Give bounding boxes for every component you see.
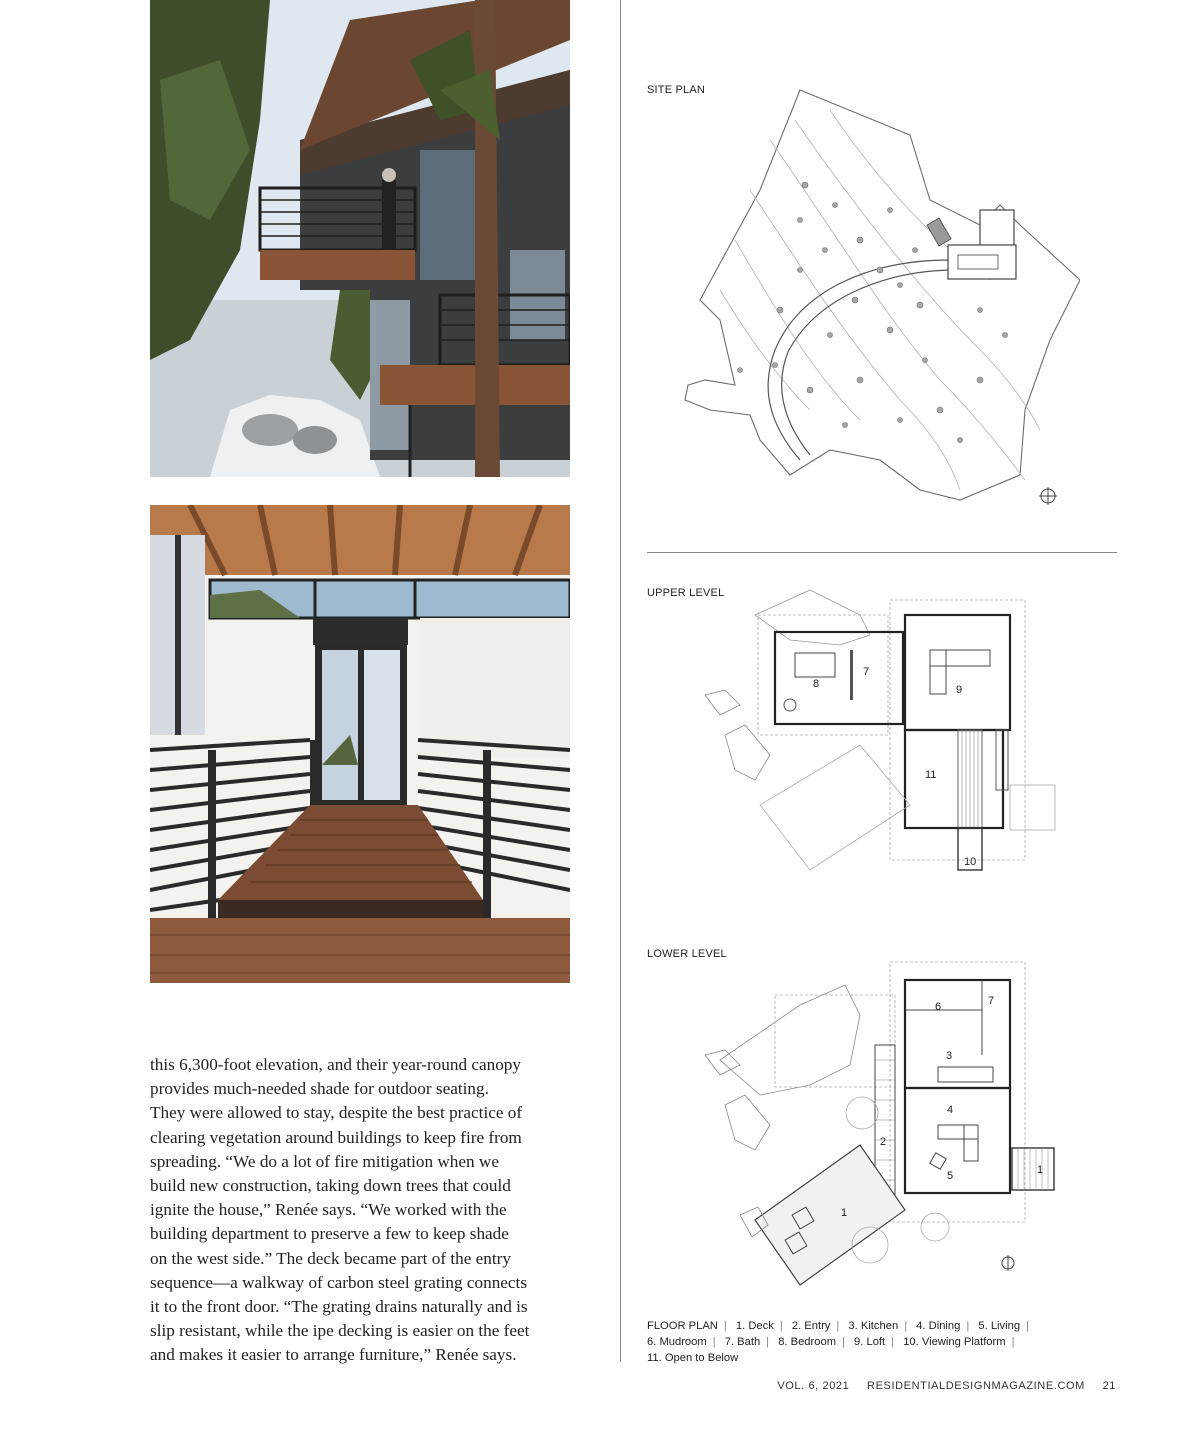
article-body <box>150 1053 575 1368</box>
body-line: provides much-needed shade for outdoor seating. <box>150 1079 489 1099</box>
body-line: this 6,300-foot elevation, and their year-round canopy <box>150 1055 521 1074</box>
upper-level-plan <box>700 585 1070 885</box>
body-line: spreading. “We do a lot of fire mitigation when we <box>150 1151 499 1171</box>
room-number: 4 <box>947 1104 954 1116</box>
legend-item: 1. Deck <box>735 1320 774 1332</box>
exterior-house-photo <box>150 0 570 477</box>
body-line: on the west side.” The deck became part of the entry <box>150 1248 511 1268</box>
room-number: 11 <box>925 769 937 781</box>
room-number: 7 <box>863 666 870 678</box>
body-line: ignite the house,” Renée says. “We worked with the <box>150 1200 507 1220</box>
room-number: 5 <box>947 1170 954 1182</box>
floor-plan-legend: FLOOR PLAN | 1. Deck | 2. Entry | 3. Kitchen | 4. Dining | 5. Living | 6. Mudroom | 7. Bath | 8. Bedroom | 9. Loft | 10. Viewing Platform | 11. Open to Below <box>647 1320 1029 1364</box>
room-number: 7 <box>988 995 995 1007</box>
page-number: 21 <box>1102 1380 1116 1392</box>
section-divider <box>647 552 1117 553</box>
room-number: 6 <box>935 1001 942 1013</box>
legend-item: 9. Loft <box>854 1336 886 1348</box>
legend-item: 4. Dining <box>916 1320 961 1332</box>
body-line: sequence—a walkway of carbon steel grating connects <box>150 1272 528 1292</box>
room-number: 10 <box>964 856 977 868</box>
body-line: slip resistant, while the ipe decking is easier on the feet <box>150 1321 530 1341</box>
legend-item: 6. Mudroom <box>647 1336 707 1348</box>
site-plan-drawing <box>680 80 1080 530</box>
legend-item: 7. Bath <box>724 1336 761 1348</box>
footer-website: RESIDENTIALDESIGNMAGAZINE.COM <box>867 1380 1085 1392</box>
lower-level-plan <box>700 945 1070 1290</box>
room-number: 9 <box>956 684 963 696</box>
site-plan-label: SITE PLAN <box>647 84 706 96</box>
legend-item: 2. Entry <box>791 1320 831 1332</box>
body-line: it to the front door. “The grating drains naturally and is <box>150 1297 528 1317</box>
body-line: build new construction, taking down trees that could <box>150 1176 511 1196</box>
footer-volume: VOL. 6, 2021 <box>777 1380 850 1392</box>
legend-item: 10. Viewing Platform <box>903 1336 1006 1348</box>
legend-item: 3. Kitchen <box>848 1320 899 1332</box>
room-number: 2 <box>880 1136 887 1148</box>
interior-walkway-photo <box>150 505 570 983</box>
room-number: 3 <box>946 1050 953 1062</box>
body-line: building department to preserve a few to keep shade <box>150 1224 509 1244</box>
body-line: They were allowed to stay, despite the best practice of <box>150 1103 523 1123</box>
body-line: and makes it easier to arrange furniture,” Renée says. <box>150 1345 517 1365</box>
legend-item: 8. Bedroom <box>778 1336 837 1348</box>
legend-title: FLOOR PLAN <box>647 1320 718 1332</box>
room-number: 8 <box>813 678 820 690</box>
legend-item: 5. Living <box>978 1320 1021 1332</box>
room-number: 1 <box>841 1207 848 1219</box>
legend-item: 11. Open to Below <box>647 1352 739 1364</box>
room-number: 1 <box>1037 1164 1044 1176</box>
page-footer <box>763 1380 1116 1392</box>
column-divider <box>620 0 621 1362</box>
body-line: clearing vegetation around buildings to keep fire from <box>150 1127 522 1147</box>
upper-level-label: UPPER LEVEL <box>647 587 725 599</box>
lower-level-label: LOWER LEVEL <box>647 948 727 960</box>
